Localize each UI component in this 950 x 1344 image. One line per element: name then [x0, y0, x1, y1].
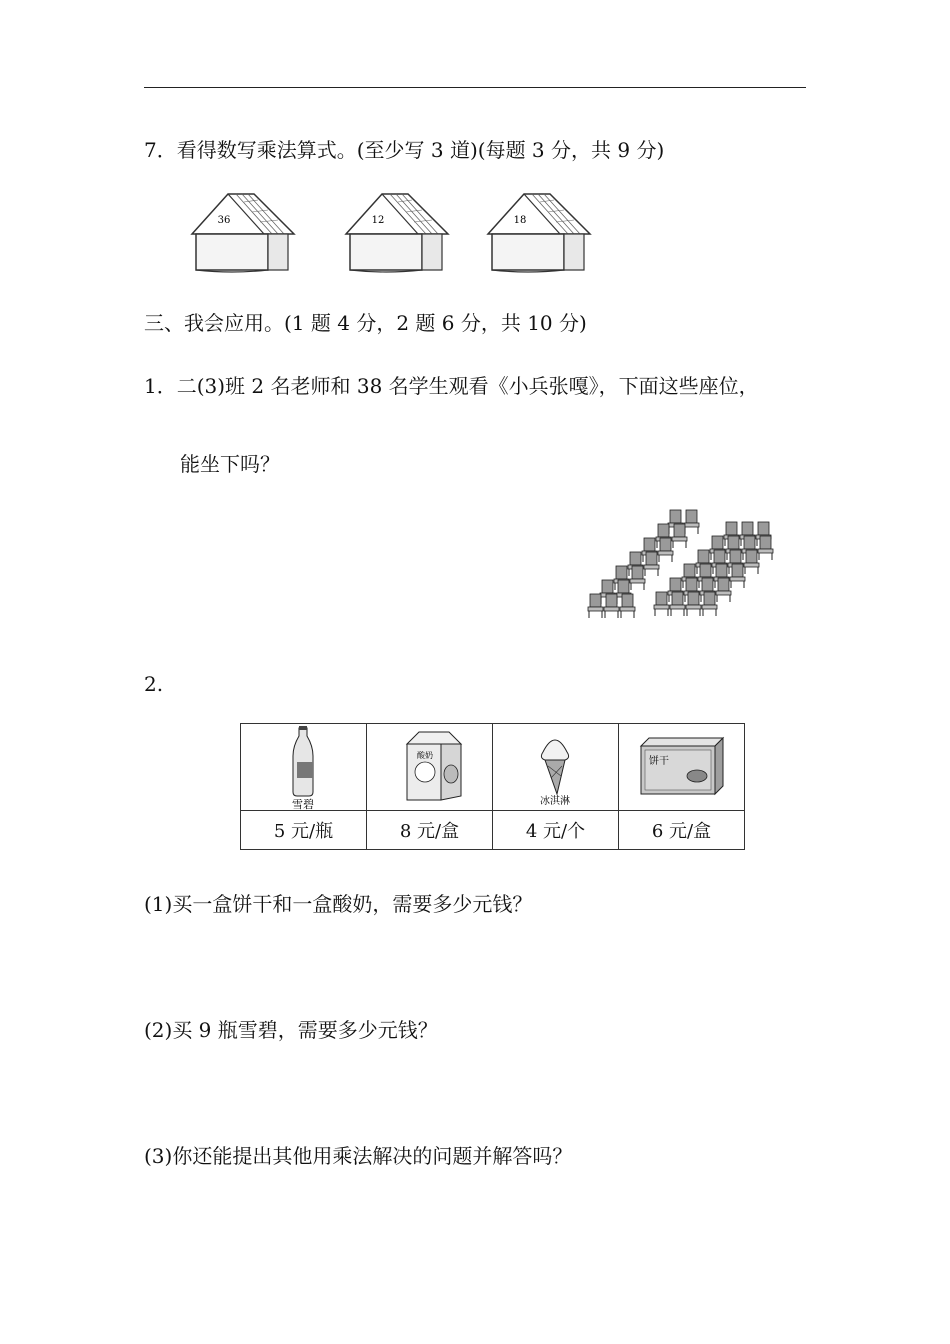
price-yogurt: 8 元/盒	[367, 811, 493, 850]
house-number: 36	[217, 215, 231, 226]
question-2-sub-3: (3)你还能提出其他用乘法解决的问题并解答吗？	[144, 1144, 573, 1168]
goods-cell-soda	[241, 724, 367, 811]
price-soda: 5 元/瓶	[241, 811, 367, 850]
chairs-illustration	[586, 508, 782, 630]
goods-label: 酸奶	[417, 751, 433, 760]
goods-cell-icecream	[493, 724, 619, 811]
goods-label: 冰淇淋	[540, 796, 570, 807]
house-number: 18	[513, 215, 527, 226]
question-2-sub-2: (2)买 9 瓶雪碧，需要多少元钱？	[144, 1018, 438, 1042]
price-biscuit: 6 元/盒	[619, 811, 745, 850]
goods-cell-yogurt	[367, 724, 493, 811]
question-1-line-1: 1．二(3)班 2 名老师和 38 名学生观看《小兵张嘎》，下面这些座位，	[144, 374, 759, 398]
goods-label: 雪碧	[292, 798, 314, 810]
house-number: 12	[371, 215, 385, 226]
goods-label: 饼干	[649, 756, 669, 767]
house-18	[480, 188, 600, 276]
goods-price-table	[240, 723, 745, 850]
ice-cream-icon	[493, 724, 617, 810]
question-7-text: 7．看得数写乘法算式。(至少写 3 道)(每题 3 分，共 9 分)	[144, 138, 665, 162]
question-2-number: 2.	[144, 672, 164, 696]
soda-bottle-icon	[241, 724, 365, 810]
biscuit-box-icon	[619, 724, 743, 810]
section-3-heading: 三、我会应用。(1 题 4 分，2 题 6 分，共 10 分)	[144, 311, 587, 335]
yogurt-carton-icon	[367, 724, 491, 810]
house-12	[338, 188, 458, 276]
goods-cell-biscuit	[619, 724, 745, 811]
question-2-sub-1: (1)买一盒饼干和一盒酸奶，需要多少元钱？	[144, 892, 533, 916]
header-rule	[144, 87, 806, 88]
price-icecream: 4 元/个	[493, 811, 619, 850]
question-1-line-2: 能坐下吗？	[180, 452, 280, 476]
house-36	[184, 188, 304, 276]
